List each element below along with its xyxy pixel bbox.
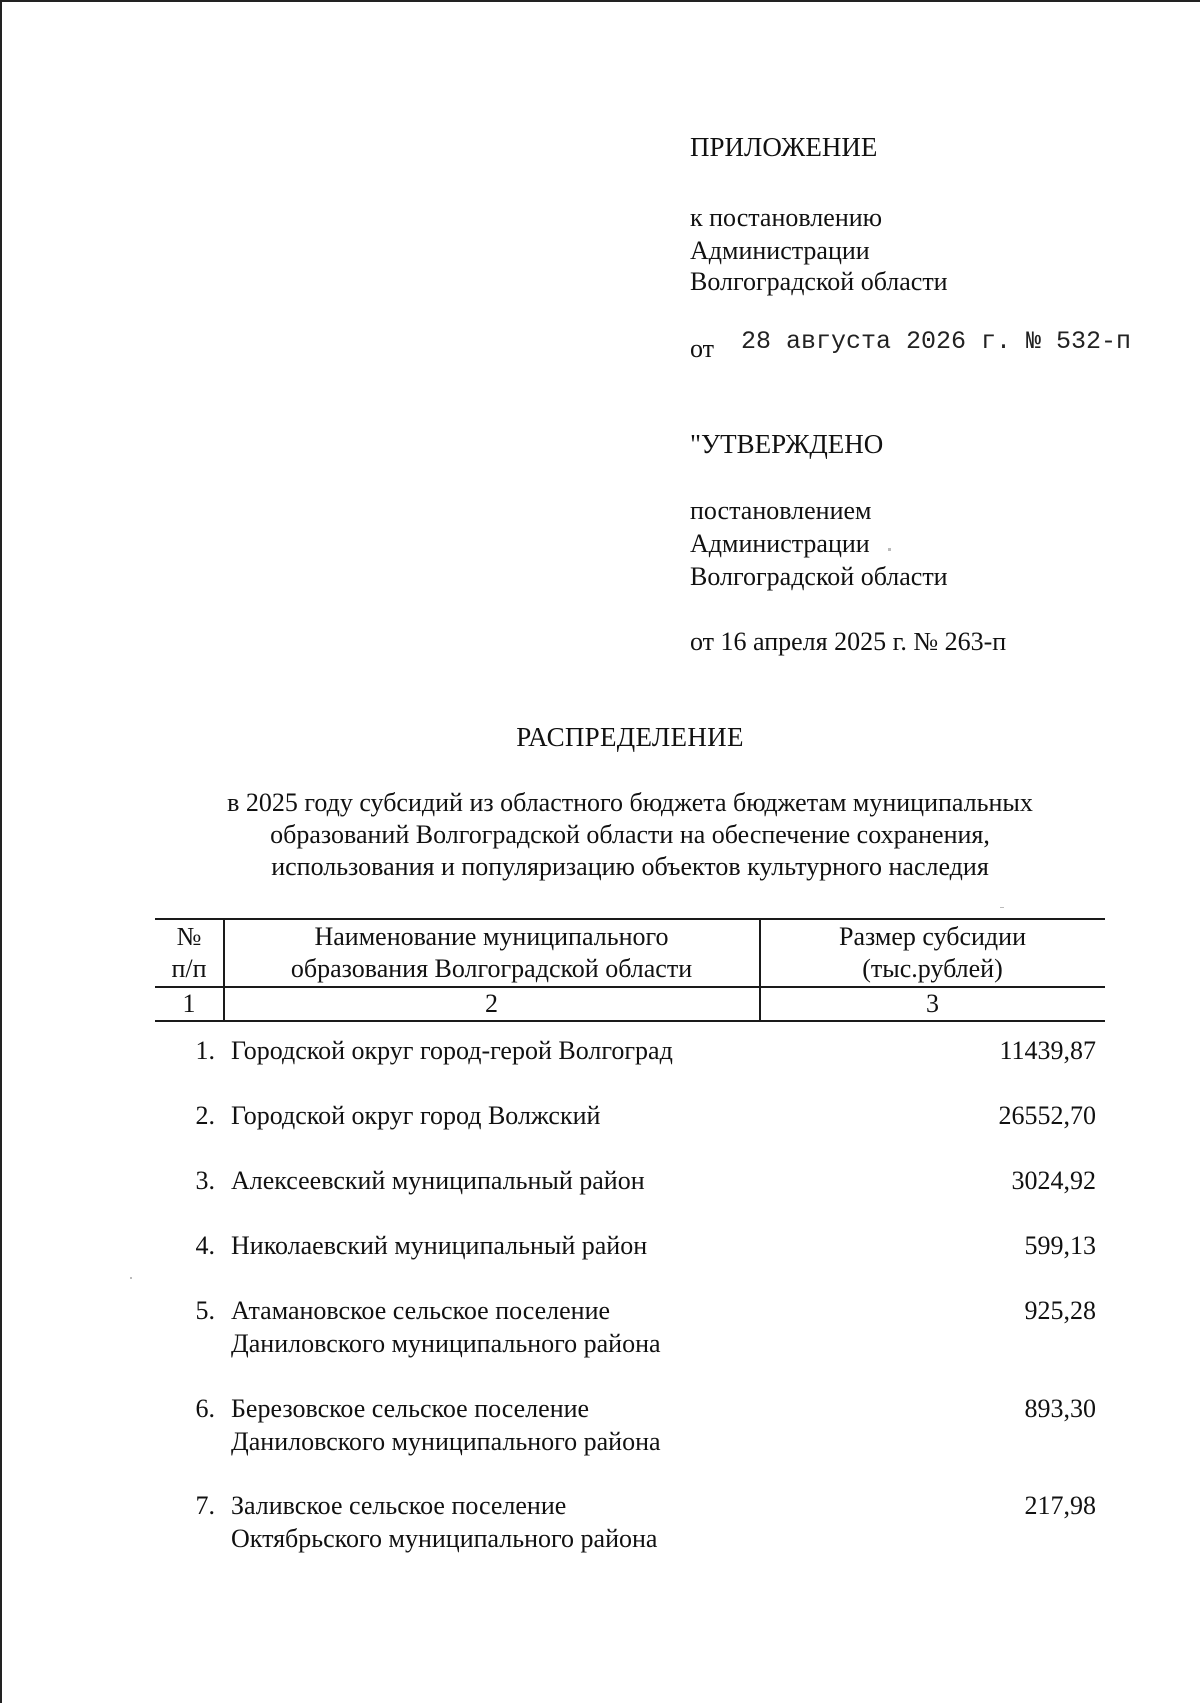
appendix-to-line3: Волгоградской области: [690, 267, 948, 296]
row-number: 5.: [195, 1296, 215, 1325]
row-name: [231, 1392, 791, 1458]
header-col-number-line2: п/п: [171, 954, 207, 983]
approved-date: от 16 апреля 2025 г. № 263-п: [690, 627, 1007, 656]
row-name: [231, 1164, 791, 1197]
appendix-title: ПРИЛОЖЕНИЕ: [690, 132, 878, 162]
table-top-rule: [155, 918, 1105, 920]
scan-edge-left: [0, 0, 2, 1703]
header-col-name-line2: образования Волгоградской области: [290, 954, 693, 983]
subtitle-line1: в 2025 году субсидий из областного бюджета бюджетам муниципальных: [227, 788, 1033, 817]
row-name: [231, 1489, 791, 1555]
approved-line2: Администрации: [690, 529, 870, 558]
document-subtitle: [180, 787, 1080, 883]
header-col-number: [155, 921, 223, 985]
row-name-line1: Заливское сельское поселение: [231, 1491, 567, 1520]
appendix-to-line2: Администрации: [690, 236, 870, 265]
approved-line1: постановлением: [690, 496, 872, 525]
row-number: 1.: [195, 1036, 215, 1065]
row-name-line1: Атамановское сельское поселение: [231, 1296, 611, 1325]
row-number: 4.: [195, 1231, 215, 1260]
row-amount: 26552,70: [998, 1101, 1096, 1130]
row-name-line1: Николаевский муниципальный район: [231, 1231, 648, 1260]
scan-speck: [130, 1277, 132, 1279]
row-amount: 925,28: [1024, 1296, 1096, 1325]
row-amount: 217,98: [1024, 1491, 1096, 1520]
row-name: [231, 1294, 791, 1360]
row-amount: 893,30: [1024, 1394, 1096, 1423]
document-title: РАСПРЕДЕЛЕНИЕ: [516, 722, 744, 752]
row-number: 6.: [195, 1394, 215, 1423]
approved-line3: Волгоградской области: [690, 562, 948, 591]
appendix-date-prefix: от: [690, 334, 715, 363]
header-col-name: [224, 921, 759, 985]
header-col-name-line1: Наименование муниципального: [314, 922, 669, 951]
subtitle-line3: использования и популяризацию объектов культурного наследия: [271, 852, 989, 881]
appendix-date-stamp: 28 августа 2026 г. № 532-п: [741, 327, 1132, 356]
row-name-line2: Даниловского муниципального района: [231, 1329, 661, 1358]
scan-speck: [1000, 907, 1004, 908]
row-name-line1: Городской округ город-герой Волгоград: [231, 1036, 673, 1065]
row-number: 3.: [195, 1166, 215, 1195]
row-number: 7.: [195, 1491, 215, 1520]
row-amount: 599,13: [1024, 1231, 1096, 1260]
row-name: [231, 1034, 791, 1067]
subtitle-line2: образований Волгоградской области на обеспечение сохранения,: [270, 820, 990, 849]
index-col-2: 2: [485, 989, 498, 1018]
table-index-rule: [155, 1020, 1105, 1022]
row-name-line2: Даниловского муниципального района: [231, 1427, 661, 1456]
appendix-to-line1: к постановлению: [690, 203, 883, 232]
row-amount: 3024,92: [1011, 1166, 1096, 1195]
row-name: [231, 1229, 791, 1262]
scan-speck: [888, 548, 891, 551]
row-name-line1: Алексеевский муниципальный район: [231, 1166, 645, 1195]
row-name-line1: Городской округ город Волжский: [231, 1101, 601, 1130]
row-number: 2.: [195, 1101, 215, 1130]
header-col-amount-line2: (тыс.рублей): [862, 954, 1003, 983]
header-col-amount-line1: Размер субсидии: [839, 922, 1026, 951]
index-col-1: 1: [182, 989, 196, 1018]
approved-title: "УТВЕРЖДЕНО: [690, 429, 884, 459]
row-name-line2: Октябрьского муниципального района: [231, 1524, 658, 1553]
row-amount: 11439,87: [999, 1036, 1096, 1065]
header-col-amount: [760, 921, 1105, 985]
row-name-line1: Березовское сельское поселение: [231, 1394, 590, 1423]
header-col-number-line1: №: [176, 922, 202, 951]
row-name: [231, 1099, 791, 1132]
index-col-3: 3: [926, 989, 939, 1018]
scan-edge-top: [0, 0, 1200, 2]
